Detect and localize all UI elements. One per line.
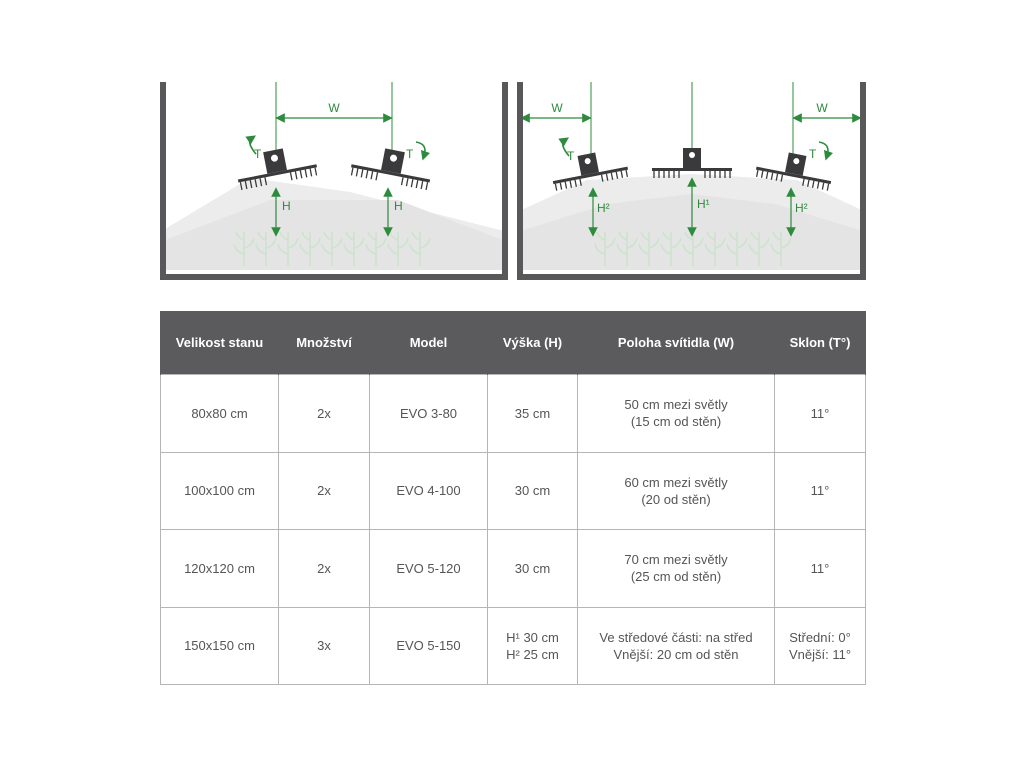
cell-tilt	[775, 452, 866, 530]
cell-height	[488, 607, 578, 685]
cell-height	[488, 452, 578, 530]
cell-height	[488, 375, 578, 453]
grow-light-icon	[349, 143, 434, 191]
grow-light-icon	[652, 148, 732, 178]
cell-quantity: 3x	[279, 607, 370, 685]
cell-line: 70 cm mezi světly	[624, 552, 728, 568]
column-header-model: Model	[370, 311, 488, 375]
cell-line: H¹ 30 cm	[506, 629, 559, 645]
h-label-left: H²	[597, 201, 610, 215]
cell-line: Ve středové části: na střed	[599, 629, 753, 645]
cell-line: Vnější: 11°	[788, 646, 852, 662]
column-header-height: Výška (H)	[488, 311, 578, 375]
w-label: W	[328, 101, 340, 115]
cell-line: 30 cm	[514, 560, 551, 576]
h-label-right: H²	[795, 201, 808, 215]
setup-spec-table	[160, 311, 866, 685]
cell-line: (20 od stěn)	[641, 491, 711, 507]
cell-height	[488, 530, 578, 608]
cell-position	[578, 452, 775, 530]
cell-tent-size: 120x120 cm	[161, 530, 279, 608]
cell-tent-size: 80x80 cm	[161, 375, 279, 453]
w-label-left: W	[551, 101, 563, 115]
cell-quantity: 2x	[279, 375, 370, 453]
h-label-left: H	[282, 199, 291, 213]
light-cone	[160, 178, 508, 270]
table-header-row	[161, 311, 866, 375]
h-label-center: H¹	[697, 197, 710, 211]
t-label-left: T	[567, 149, 575, 163]
column-header-tilt: Sklon (T°)	[775, 311, 866, 375]
t-label-right: T	[809, 147, 817, 161]
cell-tent-size: 100x100 cm	[161, 452, 279, 530]
tilt-arrow-icon	[416, 142, 425, 156]
column-header-tent-size: Velikost stanu	[161, 311, 279, 375]
cell-model: EVO 5-120	[370, 530, 488, 608]
cell-line: 35 cm	[514, 405, 551, 421]
table-row	[161, 452, 866, 530]
cell-quantity: 2x	[279, 530, 370, 608]
two-light-diagram	[160, 82, 508, 280]
cell-tent-size: 150x150 cm	[161, 607, 279, 685]
cell-line: Střední: 0°	[789, 629, 851, 645]
w-label-right: W	[816, 101, 828, 115]
cell-line: 11°	[810, 405, 830, 421]
cell-tilt	[775, 530, 866, 608]
cell-line: H² 25 cm	[506, 646, 559, 662]
cell-line: 11°	[810, 483, 830, 499]
tilt-arrow-icon	[819, 142, 828, 156]
t-label-right: T	[406, 147, 414, 161]
cell-tilt	[775, 375, 866, 453]
column-header-quantity: Množství	[279, 311, 370, 375]
cell-position	[578, 375, 775, 453]
cell-model: EVO 5-150	[370, 607, 488, 685]
cell-line: 50 cm mezi světly	[624, 397, 728, 413]
cell-quantity: 2x	[279, 452, 370, 530]
cell-line: Vnější: 20 cm od stěn	[613, 646, 739, 662]
t-label-left: T	[254, 147, 262, 161]
cell-tilt	[775, 607, 866, 685]
cell-line: (25 cm od stěn)	[630, 569, 722, 585]
cell-line: 60 cm mezi světly	[624, 474, 728, 490]
column-header-position: Poloha svítidla (W)	[578, 311, 775, 375]
cell-model: EVO 4-100	[370, 452, 488, 530]
cell-line: 11°	[810, 560, 830, 576]
three-light-diagram	[517, 82, 866, 280]
cell-position	[578, 607, 775, 685]
cell-line: 30 cm	[514, 483, 551, 499]
cell-model: EVO 3-80	[370, 375, 488, 453]
table-row	[161, 607, 866, 685]
cell-position	[578, 530, 775, 608]
cell-line: (15 cm od stěn)	[630, 414, 722, 430]
table-row	[161, 375, 866, 453]
h-label-right: H	[394, 199, 403, 213]
table-row	[161, 530, 866, 608]
